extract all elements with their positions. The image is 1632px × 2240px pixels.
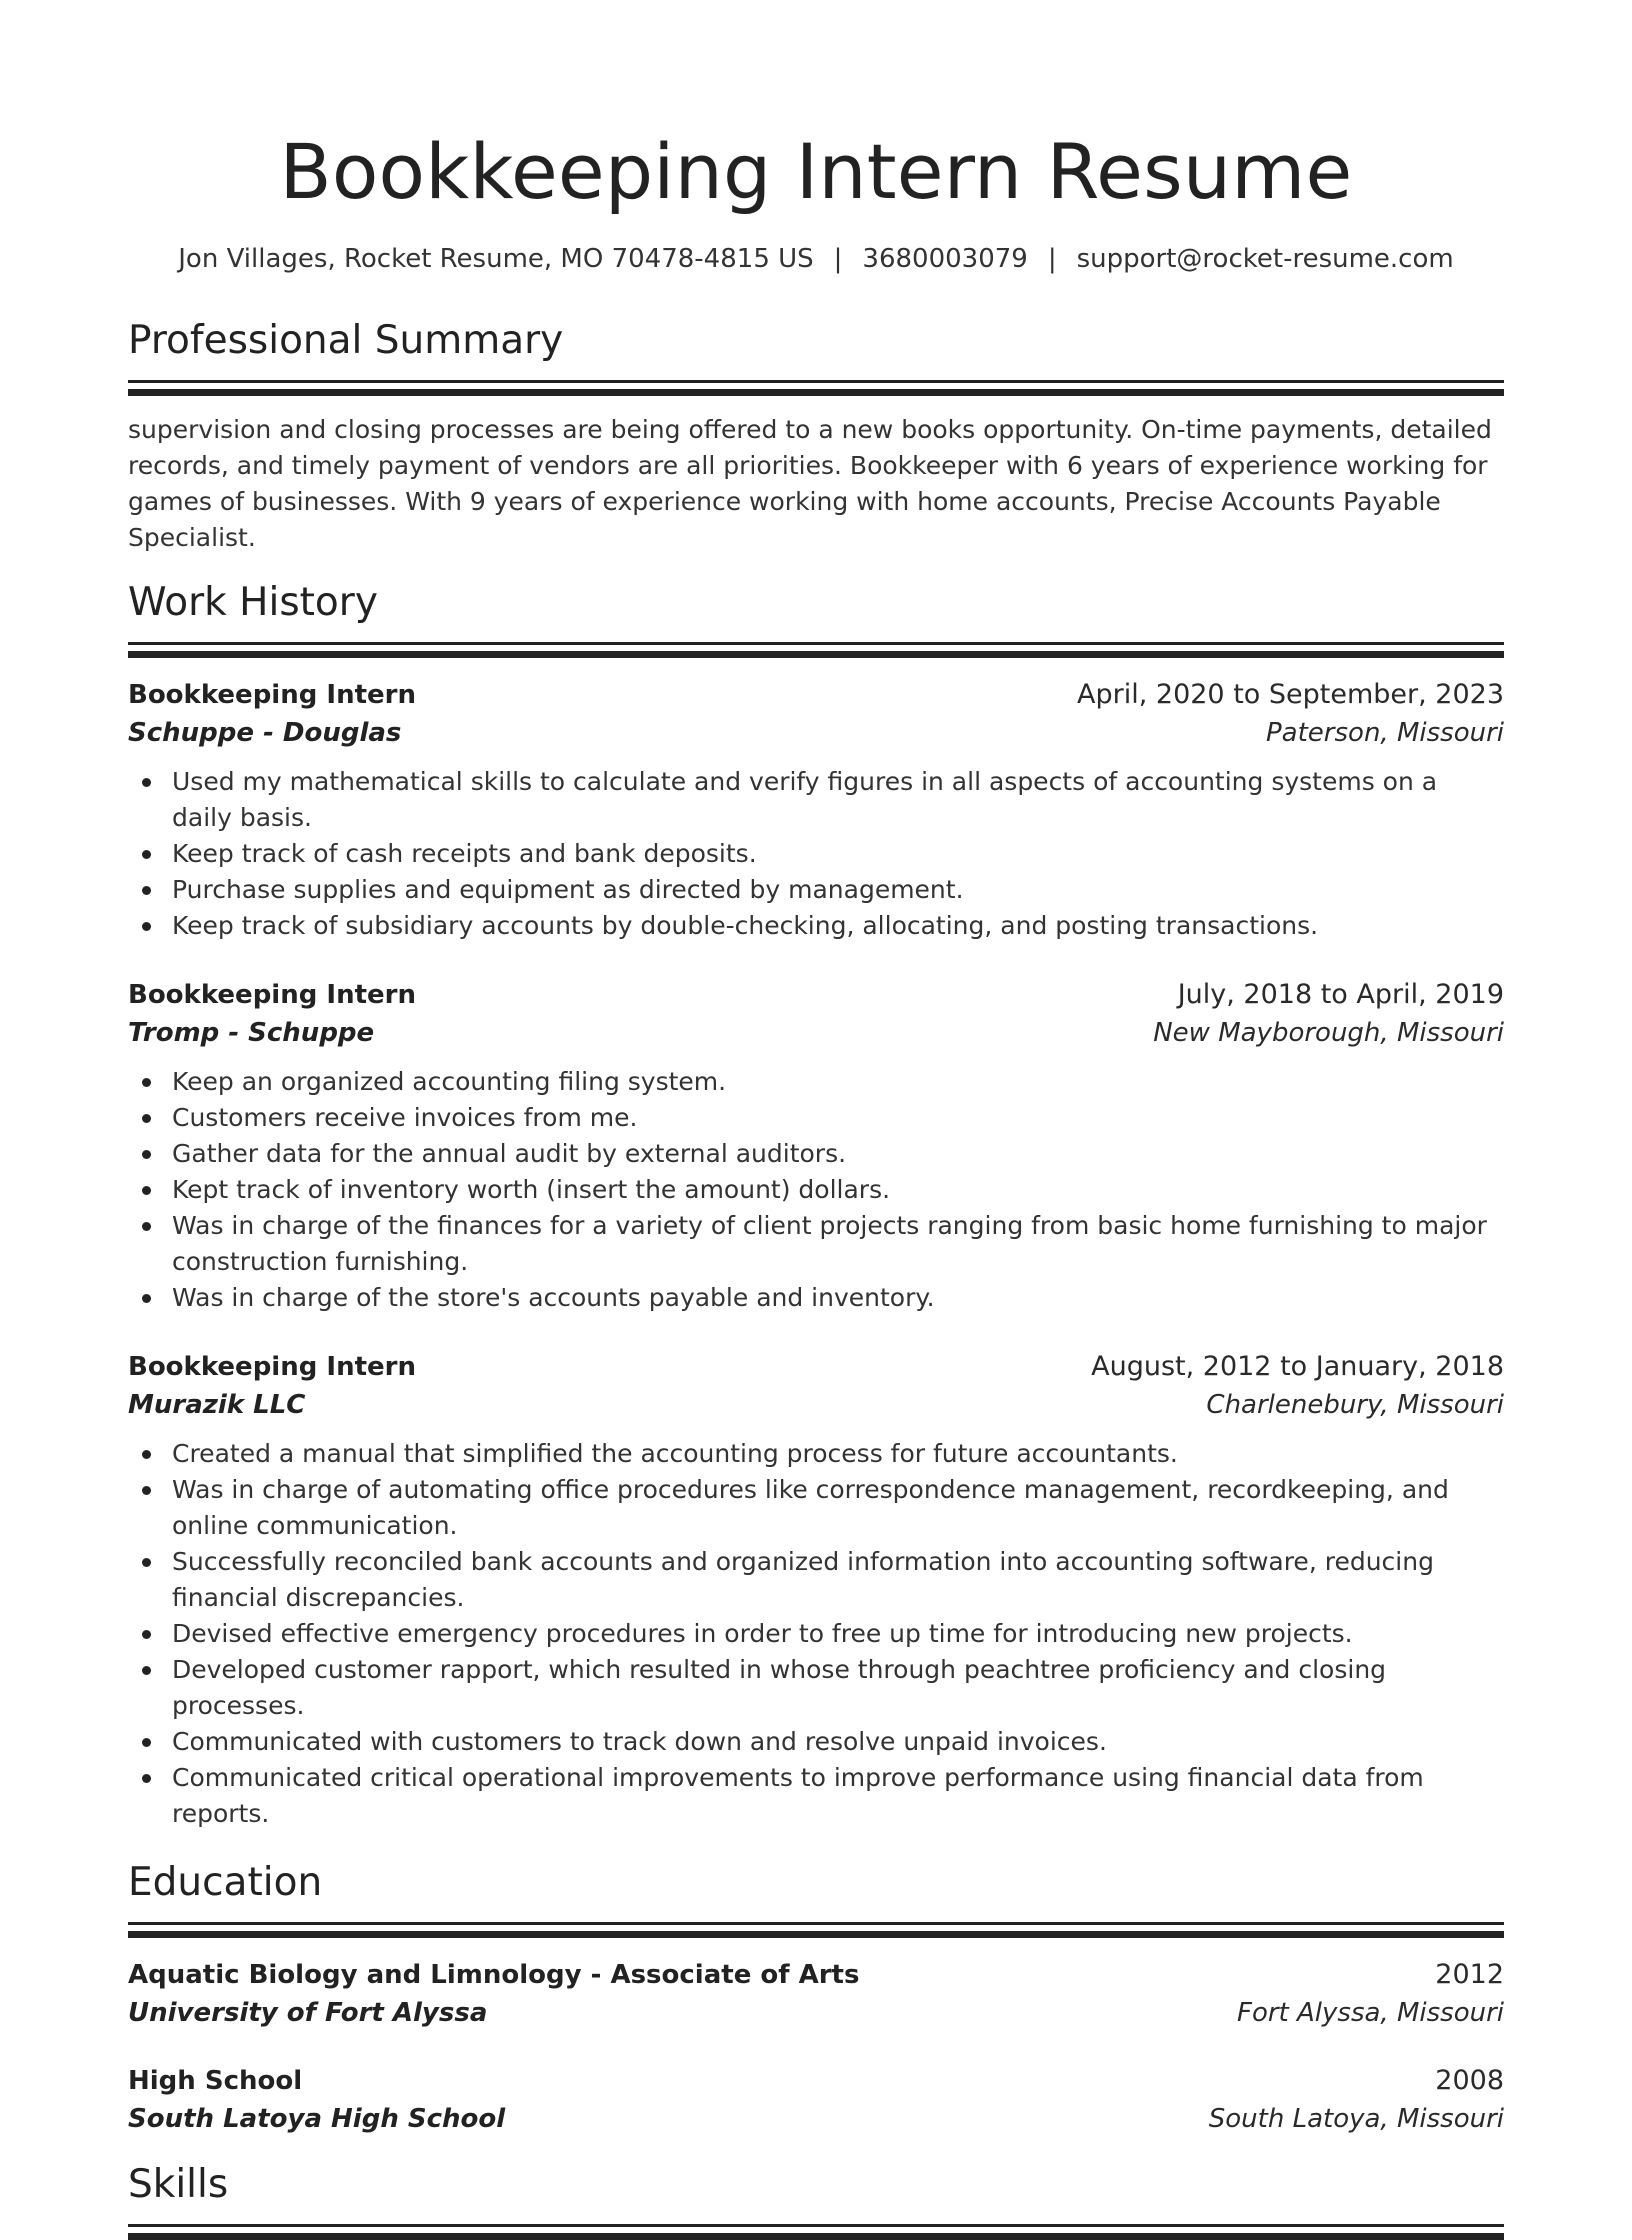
contact-address: Jon Villages, Rocket Resume, MO 70478-4815 US <box>178 244 814 274</box>
education-year: 2012 <box>1435 1959 1504 1990</box>
list-item: Was in charge of the store's accounts payable and inventory. <box>172 1280 1504 1316</box>
education-school-row <box>128 2100 1504 2138</box>
job-entry <box>128 1348 1504 1832</box>
job-location: New Mayborough, Missouri <box>1153 1018 1504 1048</box>
job-header-row <box>128 1348 1504 1386</box>
job-bullets <box>128 1436 1504 1832</box>
list-item: Communicated critical operational improvements to improve performance using financial data from reports. <box>172 1760 1504 1832</box>
section-divider-thick <box>128 389 1504 396</box>
education-degree: High School <box>128 2066 303 2096</box>
job-company-row <box>128 1386 1504 1424</box>
list-item: Developed customer rapport, which resulted in whose through peachtree proficiency and closing processes. <box>172 1652 1504 1724</box>
job-location: Paterson, Missouri <box>1266 718 1504 748</box>
section-heading: Skills <box>128 2162 229 2207</box>
section-divider-thick <box>128 1931 1504 1938</box>
job-company-row <box>128 714 1504 752</box>
section-divider-thick <box>128 651 1504 658</box>
summary-text: supervision and closing processes are being offered to a new books opportunity. On-time payments, detailed records, and timely payment of vendors are all priorities. Bookkeeper with 6 years of experience working for games of businesses. With 9 years of experience working with home accounts, Precise Accounts Payable Specialist. <box>128 415 1492 552</box>
job-dates: April, 2020 to September, 2023 <box>1077 679 1504 710</box>
education-header-row <box>128 2062 1504 2100</box>
job-company: Schuppe - Douglas <box>128 718 402 748</box>
list-item: Used my mathematical skills to calculate and verify figures in all aspects of accounting systems on a daily basis. <box>172 764 1504 836</box>
resume-title: Bookkeeping Intern Resume <box>279 127 1353 216</box>
list-item: Keep track of subsidiary accounts by double-checking, allocating, and posting transactions. <box>172 908 1504 944</box>
resume-page <box>128 0 1504 2240</box>
education-header-row <box>128 1956 1504 1994</box>
summary-section <box>128 316 1504 556</box>
contact-separator: | <box>833 244 843 274</box>
job-header-row <box>128 976 1504 1014</box>
job-title: Bookkeeping Intern <box>128 1352 416 1382</box>
job-company-row <box>128 1014 1504 1052</box>
education-school: University of Fort Alyssa <box>128 1998 488 2028</box>
job-dates: August, 2012 to January, 2018 <box>1091 1351 1504 1382</box>
job-dates: July, 2018 to April, 2019 <box>1177 979 1504 1010</box>
education-school: South Latoya High School <box>128 2104 506 2134</box>
education-school-row <box>128 1994 1504 2032</box>
list-item: Created a manual that simplified the accounting process for future accountants. <box>172 1436 1504 1472</box>
job-entry <box>128 976 1504 1316</box>
education-location: Fort Alyssa, Missouri <box>1236 1998 1504 2028</box>
job-company: Murazik LLC <box>128 1390 306 1420</box>
education-degree: Aquatic Biology and Limnology - Associate of Arts <box>128 1960 860 1990</box>
contact-email[interactable]: support@rocket-resume.com <box>1076 244 1454 274</box>
section-heading: Education <box>128 1860 323 1905</box>
section-divider-thick <box>128 2233 1504 2240</box>
contact-phone: 3680003079 <box>862 244 1028 274</box>
education-entry <box>128 2062 1504 2138</box>
contact-separator: | <box>1047 244 1057 274</box>
job-entry <box>128 676 1504 944</box>
list-item: Gather data for the annual audit by external auditors. <box>172 1136 1504 1172</box>
job-bullets <box>128 1064 1504 1316</box>
list-item: Was in charge of automating office procedures like correspondence management, recordkeeping, and online communication. <box>172 1472 1504 1544</box>
section-divider <box>128 2224 1504 2227</box>
section-divider <box>128 642 1504 645</box>
section-heading: Work History <box>128 580 378 625</box>
job-header-row <box>128 676 1504 714</box>
list-item: Keep an organized accounting filing system. <box>172 1064 1504 1100</box>
job-bullets <box>128 764 1504 944</box>
education-location: South Latoya, Missouri <box>1208 2104 1504 2134</box>
list-item: Keep track of cash receipts and bank deposits. <box>172 836 1504 872</box>
section-divider <box>128 1922 1504 1925</box>
job-title: Bookkeeping Intern <box>128 680 416 710</box>
list-item: Was in charge of the finances for a variety of client projects ranging from basic home furnishing to major construction furnishing. <box>172 1208 1504 1280</box>
section-heading: Professional Summary <box>128 318 564 363</box>
job-company: Tromp - Schuppe <box>128 1018 375 1048</box>
list-item: Kept track of inventory worth (insert the amount) dollars. <box>172 1172 1504 1208</box>
list-item: Customers receive invoices from me. <box>172 1100 1504 1136</box>
education-year: 2008 <box>1435 2065 1504 2096</box>
job-location: Charlenebury, Missouri <box>1206 1390 1504 1420</box>
education-entry <box>128 1956 1504 2032</box>
list-item: Successfully reconciled bank accounts and organized information into accounting software, reducing financial discrepancies. <box>172 1544 1504 1616</box>
skills-section <box>128 2160 1504 2240</box>
section-divider <box>128 380 1504 383</box>
list-item: Purchase supplies and equipment as directed by management. <box>172 872 1504 908</box>
work-history-section <box>128 578 1504 1832</box>
education-section <box>128 1858 1504 2138</box>
contact-line <box>128 242 1504 276</box>
list-item: Devised effective emergency procedures in order to free up time for introducing new projects. <box>172 1616 1504 1652</box>
job-title: Bookkeeping Intern <box>128 980 416 1010</box>
list-item: Communicated with customers to track down and resolve unpaid invoices. <box>172 1724 1504 1760</box>
